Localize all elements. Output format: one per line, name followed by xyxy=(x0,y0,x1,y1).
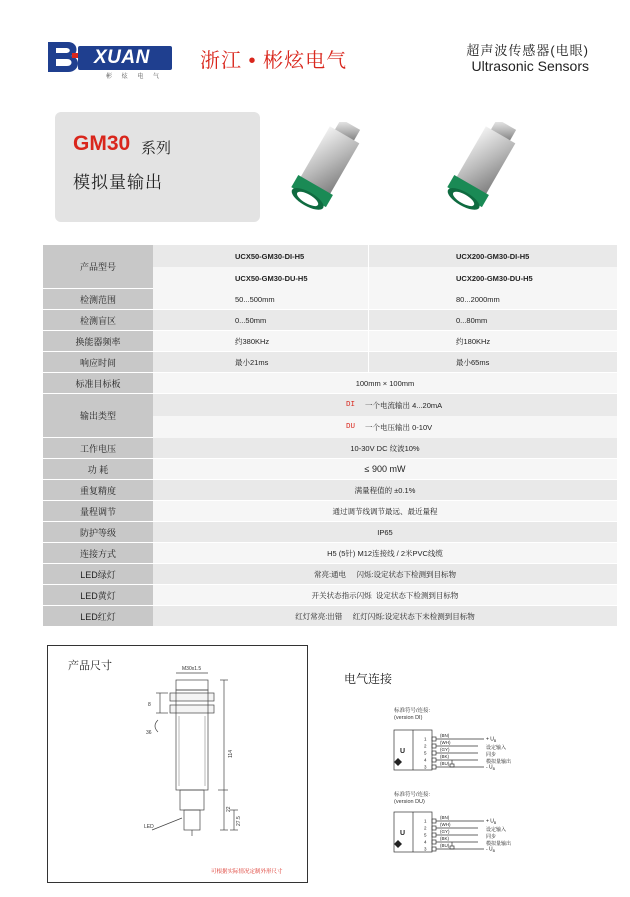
model-du-2: UCX200-GM30-DU-H5 xyxy=(368,267,617,289)
pin-number: 5 xyxy=(424,750,427,756)
spec-label: 检测盲区 xyxy=(43,310,153,330)
spec-label: 防护等级 xyxy=(43,522,153,542)
spec-value: 10-30V DC 纹波10% xyxy=(153,438,617,458)
di-diamond-icon xyxy=(394,758,402,766)
thread-label: M30x1.5 xyxy=(182,666,202,672)
dimension-panel xyxy=(47,645,308,883)
category-title-en: Ultrasonic Sensors xyxy=(471,58,589,74)
wire-function: 模拟量输出 xyxy=(486,759,512,765)
spec-value: 0...80mm xyxy=(368,310,617,330)
led-label: LED xyxy=(144,824,154,830)
wire-function: 同步 xyxy=(486,834,497,840)
table-row xyxy=(43,438,617,459)
across-flats-label: 36 xyxy=(146,730,152,736)
wire-color: (BN) xyxy=(440,815,450,820)
series-code: GM30 xyxy=(73,132,131,155)
company-name: 浙江 • 彬炫电气 xyxy=(200,50,348,72)
spec-value: 50...500mm xyxy=(153,289,368,309)
wiring-diagrams xyxy=(380,706,540,866)
pin-number: 3 xyxy=(424,846,427,852)
spec-label: 功 耗 xyxy=(43,459,153,479)
spec-value: 80...2000mm xyxy=(368,289,617,309)
wire-function: 同步 xyxy=(486,752,497,758)
series-type: 模拟量输出 xyxy=(73,173,163,192)
table-row xyxy=(43,331,617,352)
table-row xyxy=(43,289,617,310)
spec-value: 开关状态指示闪烁 设定状态下检测到目标物 xyxy=(153,585,617,605)
total-length-label: 114 xyxy=(228,750,234,758)
output-du-code: DU xyxy=(346,423,356,431)
wire-color: (WH) xyxy=(440,822,451,827)
spec-label: LED绿灯 xyxy=(43,564,153,584)
series-title-panel xyxy=(55,112,260,222)
wire-color: (BU) xyxy=(440,761,450,766)
spec-value: 约180KHz xyxy=(368,331,617,351)
electrical-title: 电气连接 xyxy=(344,672,393,686)
spec-value: 最小65ms xyxy=(368,352,617,372)
pin-number: 4 xyxy=(424,757,427,763)
spec-value: H5 (5针) M12连接线 / 2米PVC线缆 xyxy=(153,543,617,563)
category-title-cn: 超声波传感器(电眼) xyxy=(466,43,589,58)
length-27-label: 27.5 xyxy=(236,816,242,826)
spec-value: 约380KHz xyxy=(153,331,368,351)
wire-color: (BK) xyxy=(440,836,449,841)
wire-function: + $U_B$ xyxy=(486,818,497,825)
model-di-1: UCX50-GM30-DI-H5 xyxy=(153,245,368,267)
pin-number: 2 xyxy=(424,825,427,831)
table-row xyxy=(43,543,617,564)
spec-value: 红灯常亮:出错 红灯闪烁:设定状态下未检测到目标物 xyxy=(153,606,617,626)
table-row xyxy=(43,522,617,543)
sensor-photo-2 xyxy=(428,122,558,222)
output-du-text: 一个电压输出 0-10V xyxy=(365,422,433,432)
wire-function: 模拟量输出 xyxy=(486,841,512,847)
pin-number: 5 xyxy=(424,832,427,838)
spec-label: 工作电压 xyxy=(43,438,153,458)
sensor-photo-1 xyxy=(272,122,402,222)
spec-value: 通过调节线调节最远、最近量程 xyxy=(153,501,617,521)
spec-label: 检测范围 xyxy=(43,289,153,309)
logo-subtitle: 彬 炫 电 气 xyxy=(106,74,164,80)
spec-value: 0...50mm xyxy=(153,310,368,330)
spec-label: 连接方式 xyxy=(43,543,153,563)
du-header: 标准符号/连接: xyxy=(394,792,431,798)
du-unit-letter: U xyxy=(400,830,406,837)
pin-number: 3 xyxy=(424,764,427,770)
spec-label: 响应时间 xyxy=(43,352,153,372)
wire-color: (BU) xyxy=(440,843,450,848)
spec-label: 标准目标板 xyxy=(43,373,153,393)
wire-color: (GY) xyxy=(440,829,450,834)
spec-table xyxy=(43,245,617,627)
dimension-note: 可根据实际情况定制外形尺寸 xyxy=(211,869,283,875)
spec-label: LED红灯 xyxy=(43,606,153,626)
wire-function: - $U_B$ xyxy=(486,846,496,853)
spec-value: 满量程值的 ±0.1% xyxy=(153,480,617,500)
output-di-code: DI xyxy=(346,401,356,409)
wire-function: - $U_B$ xyxy=(486,764,496,771)
output-di-text: 一个电流输出 4...20mA xyxy=(365,400,443,410)
spec-label: 输出类型 xyxy=(43,394,153,437)
du-version: (version DU) xyxy=(394,799,425,805)
pin-number: 4 xyxy=(424,839,427,845)
pin-number: 1 xyxy=(424,736,427,742)
table-row xyxy=(43,352,617,373)
model-di-2: UCX200-GM30-DI-H5 xyxy=(368,245,617,267)
wire-color: (BN) xyxy=(440,733,450,738)
table-row xyxy=(43,245,617,289)
wire-function: 设定输入 xyxy=(486,827,507,833)
wire-function: 设定输入 xyxy=(486,745,507,751)
di-version: (version DI) xyxy=(394,715,423,721)
table-row xyxy=(43,501,617,522)
spec-value: 100mm × 100mm xyxy=(153,373,617,393)
table-row xyxy=(43,585,617,606)
spec-label: 量程调节 xyxy=(43,501,153,521)
di-unit-letter: U xyxy=(400,748,406,755)
wire-color: (BK) xyxy=(440,754,449,759)
nut-width-label: 8 xyxy=(148,702,151,708)
du-diamond-icon xyxy=(394,840,402,848)
series-suffix: 系列 xyxy=(141,140,172,157)
spec-label: 重复精度 xyxy=(43,480,153,500)
wire-function: + $U_B$ xyxy=(486,736,497,743)
spec-label: 产品型号 xyxy=(43,245,153,288)
model-du-1: UCX50-GM30-DU-H5 xyxy=(153,267,368,289)
spec-label: 换能器频率 xyxy=(43,331,153,351)
table-row xyxy=(43,564,617,585)
output-di-line xyxy=(153,394,617,416)
spec-label: LED黄灯 xyxy=(43,585,153,605)
table-row xyxy=(43,373,617,394)
pin-number: 1 xyxy=(424,818,427,824)
spec-value: 最小21ms xyxy=(153,352,368,372)
table-row xyxy=(43,459,617,480)
table-row xyxy=(43,310,617,331)
dimension-title: 产品尺寸 xyxy=(68,660,112,672)
wire-color: (GY) xyxy=(440,747,450,752)
pin-number: 2 xyxy=(424,743,427,749)
dimension-drawing xyxy=(48,646,307,882)
spec-value: IP65 xyxy=(153,522,617,542)
wire-color: (WH) xyxy=(440,740,451,745)
table-row xyxy=(43,394,617,438)
table-row xyxy=(43,480,617,501)
table-row xyxy=(43,606,617,627)
spec-value: ≤ 900 mW xyxy=(153,459,617,479)
logo-word: XUAN xyxy=(94,47,150,68)
brand-logo xyxy=(46,40,176,78)
spec-value: 常亮:通电 闪烁:设定状态下检测到目标物 xyxy=(153,564,617,584)
length-22-label: 22 xyxy=(226,806,232,812)
di-header: 标准符号/连接: xyxy=(394,708,431,714)
output-du-line xyxy=(153,416,617,438)
